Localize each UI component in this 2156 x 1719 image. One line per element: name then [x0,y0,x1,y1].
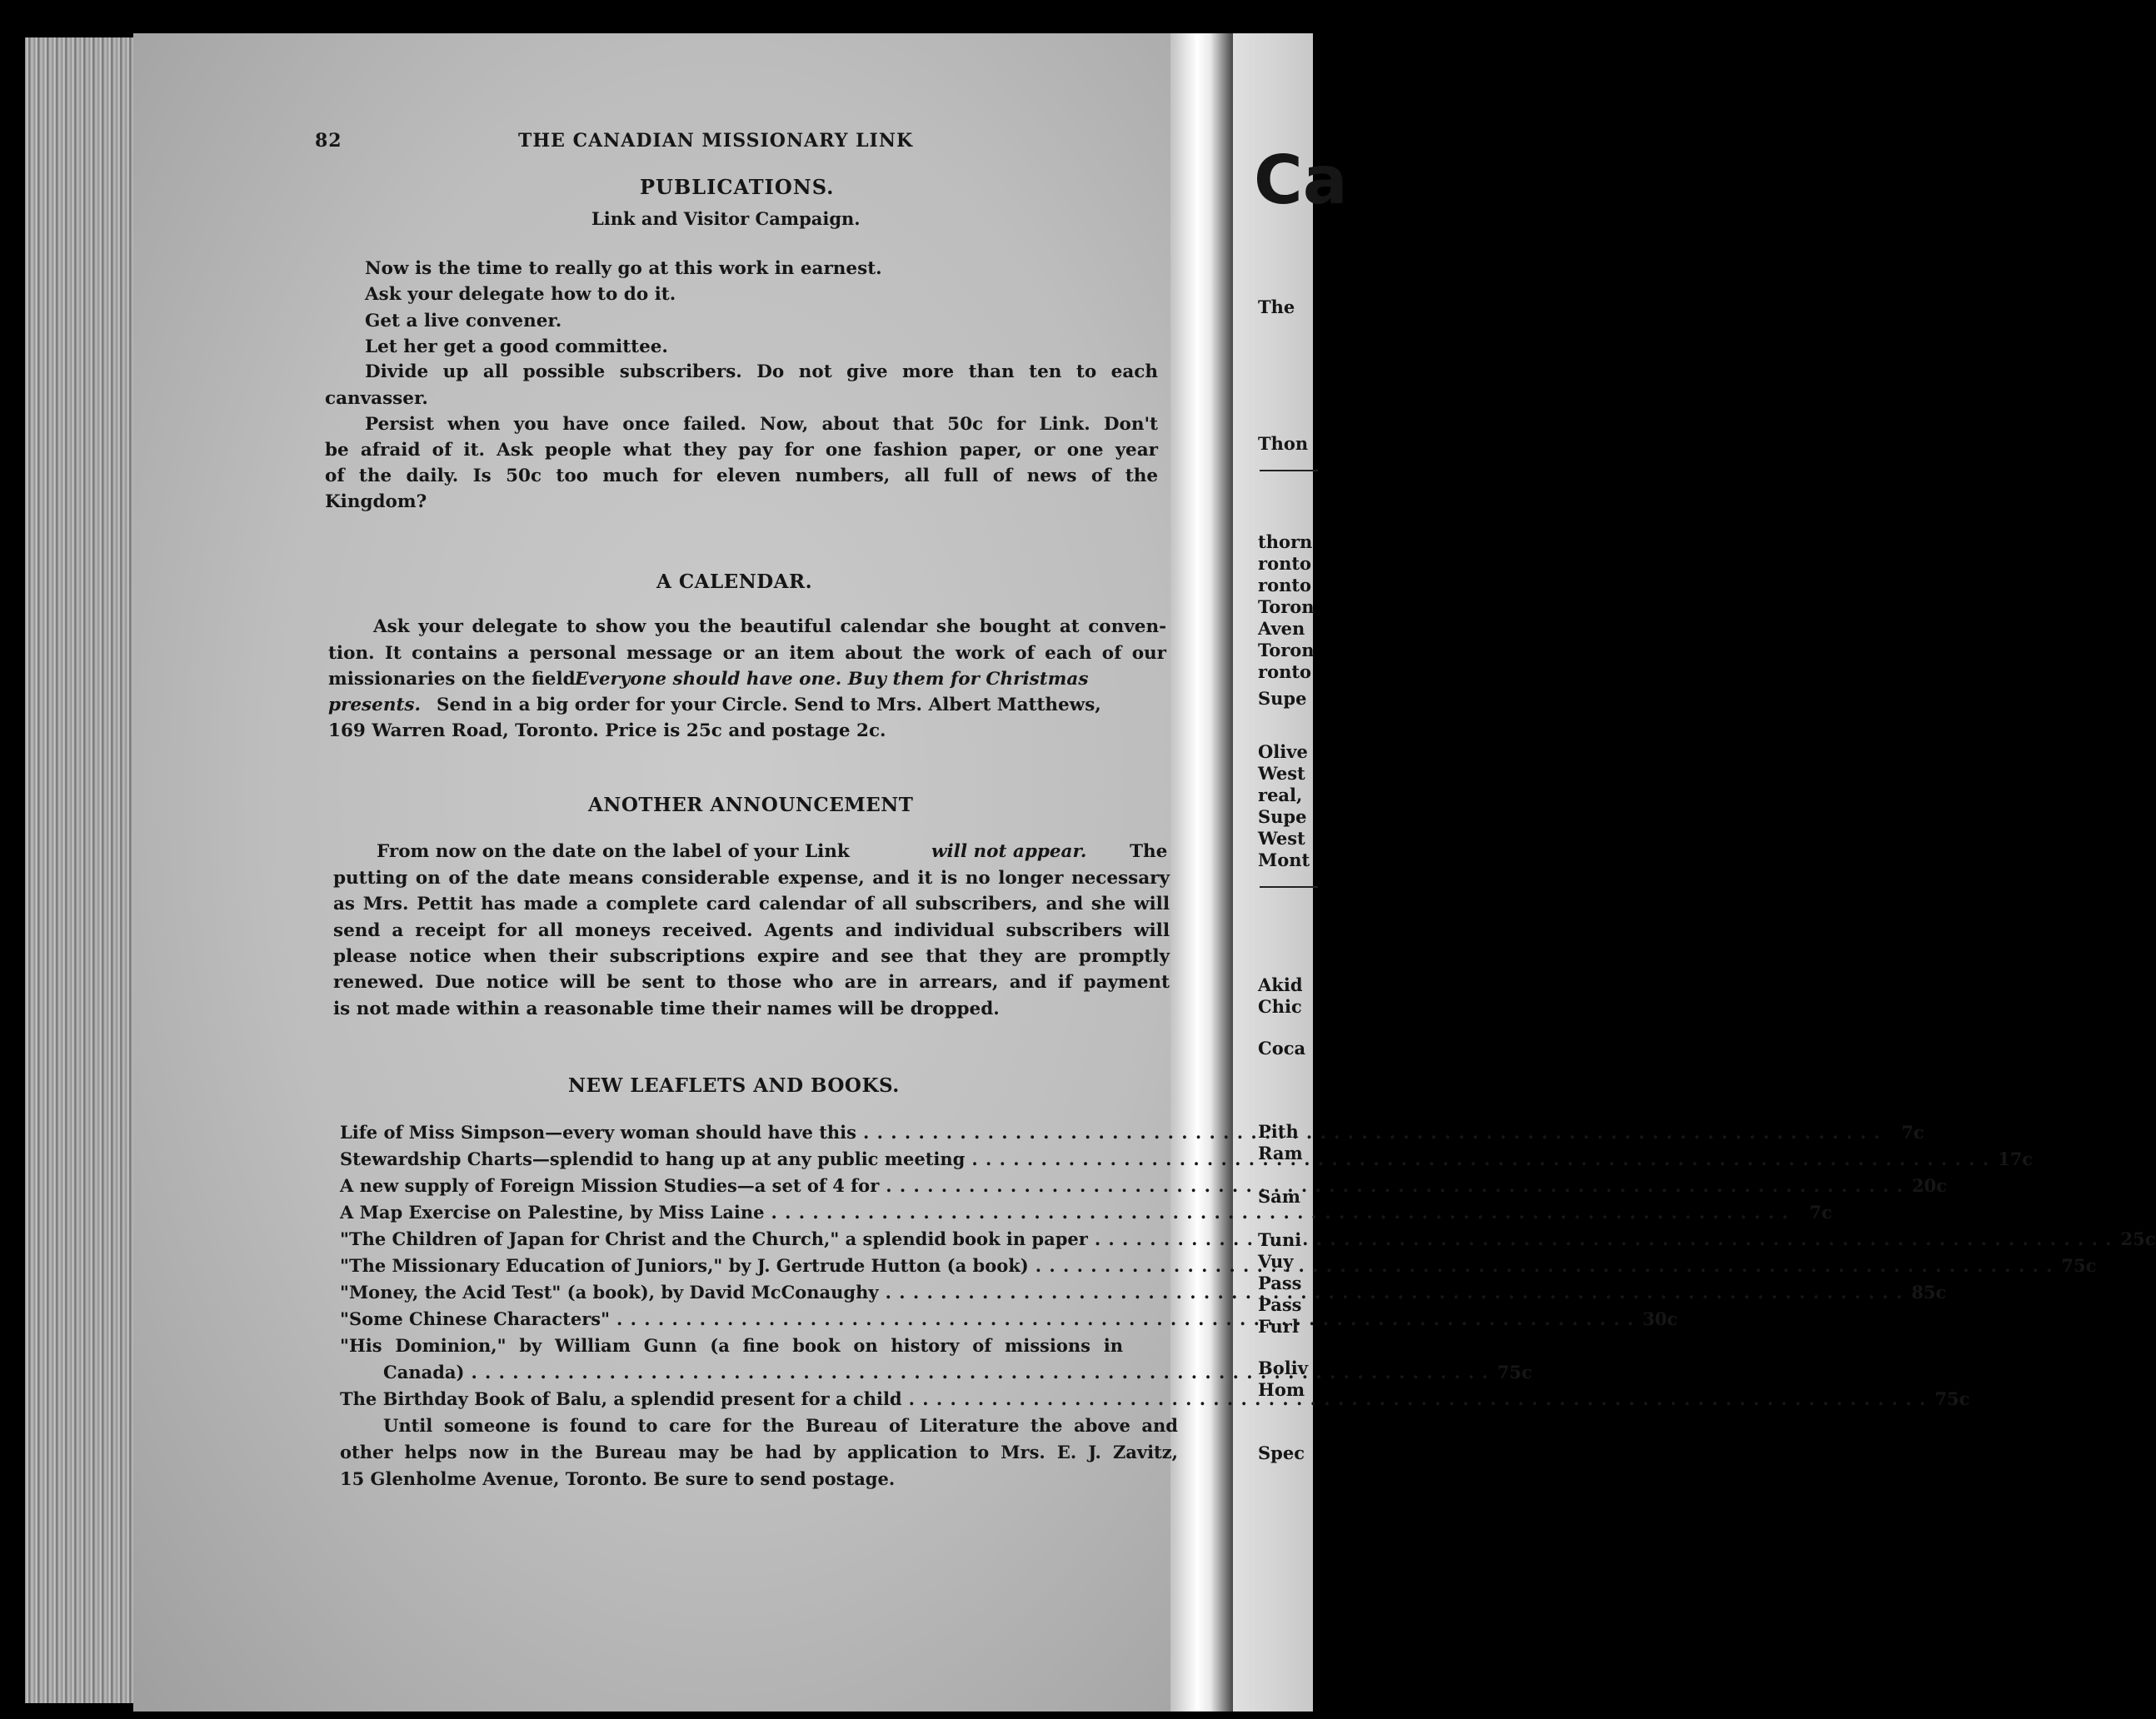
page-number: 82 [315,130,342,152]
item-price: 17c [1998,1148,2034,1169]
item-title: "Some Chinese Characters" [340,1308,611,1329]
right-page-fragment: Supe [1258,688,1307,709]
right-page-fragment: Chic [1258,996,1302,1017]
leader-dots [863,1122,1881,1147]
publications-line: Persist when you have once failed. Now, about that 50c for Link. Don't [365,414,1158,435]
right-page-fragment: Furl [1258,1316,1299,1337]
announcement-line: please notice when their subscriptions expire and see that they are promptly [333,946,1170,967]
right-page-fragment: Pass [1258,1273,1302,1293]
item-price: 30c [1642,1308,1678,1329]
leader-dots [886,1282,1904,1307]
right-page-fragment: West [1258,828,1305,849]
item-title: A Map Exercise on Palestine, by Miss Laine [340,1202,765,1223]
publications-line: be afraid of it. Ask people what they pay for one fashion paper, or one year [325,440,1158,461]
right-page-fragment: Ram [1258,1143,1303,1163]
right-page-fragment: Aven [1258,618,1305,639]
right-page-fragment: West [1258,763,1305,784]
item-title: "Money, the Acid Test" (a book), by David McConaughy [340,1282,879,1303]
publications-line: Kingdom? [325,491,427,512]
right-page-fragment: The [1258,296,1295,317]
calendar-line: 169 Warren Road, Toronto. Price is 25c and postage 2c. [328,720,886,741]
leader-dots [471,1362,1489,1387]
right-page-title-fragment: Ca [1254,142,1348,219]
leader-dots [909,1388,1927,1413]
item-title: A new supply of Foreign Mission Studies—a set of 4 for [340,1175,880,1196]
leader-dots [1095,1228,2113,1253]
announcement-line: From now on the date on the label of your Link [377,841,850,862]
right-page-fragment: Thon [1258,433,1309,454]
running-head-title: THE CANADIAN MISSIONARY LINK [518,130,914,152]
item-price: 7c [1809,1202,1833,1223]
item-price: 75c [1497,1362,1533,1383]
right-page-rule [1260,886,1318,888]
item-title: Life of Miss Simpson—every woman should have this [340,1122,856,1143]
right-page-rule [1260,470,1318,471]
publications-line: Get a live convener. [365,311,562,331]
right-page-fragment: Akid [1258,974,1303,995]
right-page-fragment: Olive [1258,741,1308,762]
calendar-line: missionaries on the field. [328,669,582,690]
right-page-fragment: Spec [1258,1442,1305,1463]
list-item [340,1202,1833,1227]
item-price: 75c [1934,1388,1970,1409]
right-page-fragment: Boliv [1258,1358,1308,1378]
announcement-line: send a receipt for all moneys received. Agents and individual subscribers will [333,920,1170,941]
announcement-line: The [1130,841,1168,862]
item-price: 25c [2120,1228,2156,1249]
publications-line: Divide up all possible subscribers. Do not give more than ten to each [365,361,1158,382]
item-price: 85c [1911,1282,1947,1303]
calendar-line: Send in a big order for your Circle. Send to Mrs. Albert Matthews, [437,695,1101,715]
right-page-fragment: Pass [1258,1294,1302,1315]
publications-line: Ask your delegate how to do it. [365,284,676,305]
item-title: Canada) [383,1362,465,1383]
closing-line: 15 Glenholme Avenue, Toronto. Be sure to send postage. [340,1468,896,1489]
publications-line: Now is the time to really go at this work in earnest. [365,258,882,279]
calendar-line: tion. It contains a personal message or an item about the work of each of our [328,643,1166,664]
announcement-line: putting on of the date means considerable expense, and it is no longer necessary [333,868,1170,889]
publications-heading: PUBLICATIONS. [640,175,835,199]
item-title: Stewardship Charts—splendid to hang up at any public meeting [340,1148,966,1169]
publications-line: canvasser. [325,388,428,409]
right-page-fragment: Vuy [1258,1251,1294,1272]
right-page-fragment: real, [1258,785,1303,805]
right-page-fragment: Coca [1258,1038,1306,1059]
right-page-fragment: Mont [1258,850,1310,870]
right-page-fragment: Tuni [1258,1229,1302,1250]
right-page-fragment: Sam [1258,1186,1300,1207]
publications-subheading: Link and Visitor Campaign. [591,208,861,229]
right-page-fragment: ronto [1258,661,1312,682]
closing-line: Until someone is found to care for the Bureau of Literature the above and [383,1415,1178,1436]
item-price: 75c [2061,1255,2097,1276]
leader-dots [971,1148,1989,1173]
item-price: 7c [1901,1122,1924,1143]
item-title: "The Missionary Education of Juniors," by J. Gertrude Hutton (a book) [340,1255,1029,1276]
dominion-line: "His Dominion," by William Gunn (a fine book on history of missions in [340,1335,1123,1356]
item-title: The Birthday Book of Balu, a splendid present for a child [340,1388,902,1409]
calendar-heading: A CALENDAR. [656,571,813,593]
right-page-fragment: thorn [1258,531,1313,552]
leader-dots [1036,1255,2054,1280]
item-title: "The Children of Japan for Christ and the Church," a splendid book in paper [340,1228,1088,1249]
right-page-fragment: ronto [1258,553,1312,574]
item-price: 20c [1911,1175,1947,1196]
calendar-italic: Everyone should have one. Buy them for Christmas [575,669,1089,690]
leader-dots [616,1308,1634,1333]
calendar-italic: presents. [328,695,421,715]
announcement-line: renewed. Due notice will be sent to those who are in arrears, and if payment [333,972,1170,993]
publications-line: of the daily. Is 50c too much for eleven numbers, all full of news of the [325,466,1158,486]
leader-dots [886,1175,1904,1200]
right-page-fragment: Toron [1258,640,1315,660]
calendar-line: Ask your delegate to show you the beautiful calendar she bought at conven- [373,616,1166,637]
closing-line: other helps now in the Bureau may be had by application to Mrs. E. J. Zavitz, [340,1442,1178,1462]
publications-line: Let her get a good committee. [365,336,668,357]
right-page-fragment: Hom [1258,1379,1305,1400]
right-page-fragment: ronto [1258,575,1312,595]
right-page-fragment: Supe [1258,806,1307,827]
announcement-heading: ANOTHER ANNOUNCEMENT [588,794,914,816]
right-page-fragment: Pith [1258,1121,1299,1142]
announcement-italic: will not appear. [931,841,1087,862]
leaflets-heading: NEW LEAFLETS AND BOOKS. [568,1074,900,1097]
announcement-line: is not made within a reasonable time their names will be dropped. [333,999,1000,1019]
announcement-line: as Mrs. Pettit has made a complete card calendar of all subscribers, and she will [333,894,1170,914]
right-page-fragment: Toron [1258,596,1315,617]
